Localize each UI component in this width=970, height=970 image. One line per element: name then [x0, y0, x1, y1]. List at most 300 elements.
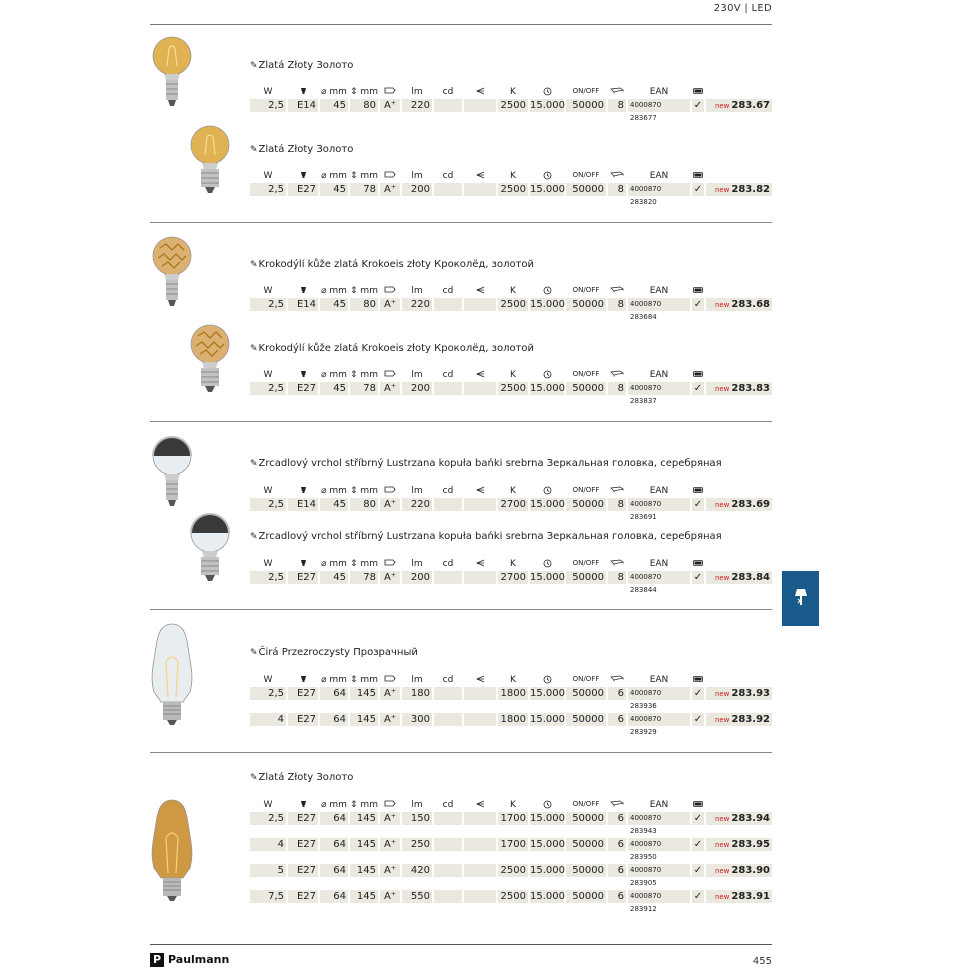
column-header-lm: lm — [411, 486, 423, 496]
cell-diam: 45 — [320, 99, 348, 112]
cell-cd — [434, 571, 462, 584]
cell-lm: 250 — [402, 838, 432, 851]
finish-icon: ✎ — [250, 61, 258, 71]
new-badge: new — [714, 690, 730, 698]
cell-lm: 220 — [402, 298, 432, 311]
column-header-w: W — [263, 675, 273, 685]
cell-dim: ✓ — [693, 688, 703, 699]
new-badge: new — [714, 102, 730, 110]
cell-dim: ✓ — [693, 813, 703, 824]
cell-k: 2500 — [498, 864, 528, 877]
product-description — [250, 531, 722, 542]
cell-ean: 4000870 283929 — [628, 713, 690, 726]
cell-life: 15.000 — [530, 299, 565, 310]
cell-diam: 45 — [320, 298, 348, 311]
cell-w: 4 — [250, 713, 286, 726]
lamp-section-tab[interactable] — [782, 571, 819, 626]
cell-lm: 300 — [402, 713, 432, 726]
cell-life: 15.000 — [530, 688, 565, 699]
new-badge: new — [714, 501, 730, 509]
cell-height: 145 — [350, 713, 378, 726]
column-header-height: ⇕ mm — [350, 87, 378, 97]
cell-diam: 45 — [320, 571, 348, 584]
beam-angle-icon — [464, 559, 496, 570]
bulb-shape-icon — [288, 800, 318, 811]
cell-cycles: 50000 — [566, 298, 606, 311]
lamp-tab-icon — [782, 571, 819, 626]
column-header-cd: cd — [442, 675, 454, 685]
product-description — [250, 60, 353, 71]
cell-k: 2500 — [498, 99, 528, 112]
cell-life: 15.000 — [530, 891, 565, 902]
column-header-cd: cd — [442, 286, 454, 296]
cell-diam: 64 — [320, 890, 348, 903]
cell-k: 1700 — [498, 812, 528, 825]
cell-diam: 64 — [320, 838, 348, 851]
packaging-icon — [608, 286, 626, 296]
article-number-text: 283.67 — [731, 100, 770, 111]
logo-mark: P — [150, 953, 164, 967]
cell-height: 145 — [350, 890, 378, 903]
cell-pack: 6 — [608, 838, 626, 851]
cell-pack: 6 — [608, 713, 626, 726]
cell-base: E27 — [288, 382, 318, 395]
cell-base: E27 — [288, 864, 318, 877]
cell-pack: 6 — [608, 687, 626, 700]
cell-cd — [434, 890, 462, 903]
new-badge: new — [714, 186, 730, 194]
lifetime-clock-icon — [530, 87, 564, 99]
dimmable-icon — [692, 171, 704, 181]
lifetime-clock-icon — [530, 171, 564, 183]
energy-class-icon — [380, 559, 400, 569]
finish-icon: ✎ — [250, 344, 258, 354]
column-header-cycles: ON/OFF — [572, 87, 600, 95]
product-description — [250, 647, 418, 658]
cell-beam — [464, 382, 496, 395]
product-description — [250, 343, 534, 354]
cell-lm: 220 — [402, 99, 432, 112]
lifetime-clock-icon — [530, 559, 564, 571]
cell-ean: 4000870 283820 — [628, 183, 690, 196]
cell-energy: A⁺ — [380, 812, 400, 825]
bulb-shape-icon — [288, 87, 318, 98]
column-header-w: W — [263, 559, 273, 569]
cell-w: 7,5 — [250, 890, 286, 903]
beam-angle-icon — [464, 87, 496, 98]
column-header-lm: lm — [411, 87, 423, 97]
article-number-text: 283.91 — [731, 891, 770, 902]
column-header-w: W — [263, 370, 273, 380]
description-text: Krokodýlí kůže zlatá Krokoeis złoty Кроколёд, золотой — [258, 259, 535, 270]
cell-w: 5 — [250, 864, 286, 877]
column-header-height: ⇕ mm — [350, 370, 378, 380]
beam-angle-icon — [464, 675, 496, 686]
cell-life: 15.000 — [530, 714, 565, 725]
footer-rule — [150, 944, 772, 945]
energy-class-icon — [380, 800, 400, 810]
cell-ean: 4000870 283936 — [628, 687, 690, 700]
cell-w: 4 — [250, 838, 286, 851]
description-text: Zrcadlový vrchol stříbrný Lustrzana kopuła bańki srebrna Зеркальная головка, серебряная — [258, 531, 722, 542]
beam-angle-icon — [464, 800, 496, 811]
packaging-icon — [608, 559, 626, 569]
cell-dim: ✓ — [693, 891, 703, 902]
column-header-lm: lm — [411, 559, 423, 569]
cell-height: 80 — [350, 99, 378, 112]
cell-cd — [434, 99, 462, 112]
column-header-diam: ⌀ mm — [321, 559, 347, 569]
cell-w: 2,5 — [250, 812, 286, 825]
beam-angle-icon — [464, 171, 496, 182]
cell-cycles: 50000 — [566, 99, 606, 112]
article-number-text: 283.83 — [731, 383, 770, 394]
product-description — [250, 772, 353, 783]
cell-beam — [464, 864, 496, 877]
column-header-cd: cd — [442, 87, 454, 97]
cell-height: 145 — [350, 687, 378, 700]
cell-dim: ✓ — [693, 184, 703, 195]
cell-beam — [464, 713, 496, 726]
energy-class-icon — [380, 370, 400, 380]
packaging-icon — [608, 675, 626, 685]
cell-dim: ✓ — [693, 865, 703, 876]
cell-diam: 64 — [320, 812, 348, 825]
column-header-k: K — [510, 559, 516, 569]
cell-base: E27 — [288, 183, 318, 196]
cell-cd — [434, 812, 462, 825]
cell-ean: 4000870 283844 — [628, 571, 690, 584]
column-header-lm: lm — [411, 286, 423, 296]
cell-energy: A⁺ — [380, 498, 400, 511]
packaging-icon — [608, 800, 626, 810]
column-header-diam: ⌀ mm — [321, 286, 347, 296]
article-number — [706, 812, 772, 825]
article-number-text: 283.92 — [731, 714, 770, 725]
cell-w: 2,5 — [250, 99, 286, 112]
dimmable-icon — [692, 87, 704, 97]
cell-cycles: 50000 — [566, 864, 606, 877]
cell-cd — [434, 838, 462, 851]
packaging-icon — [608, 87, 626, 97]
logo-text: Paulmann — [168, 953, 230, 966]
cell-life: 15.000 — [530, 383, 565, 394]
cell-life: 15.000 — [530, 865, 565, 876]
new-badge: new — [714, 716, 730, 724]
finish-icon: ✎ — [250, 648, 258, 658]
column-header-height: ⇕ mm — [350, 486, 378, 496]
section-divider — [150, 222, 772, 223]
article-number — [706, 713, 772, 726]
cell-height: 145 — [350, 838, 378, 851]
cell-k: 2500 — [498, 298, 528, 311]
cell-w: 2,5 — [250, 183, 286, 196]
column-header-diam: ⌀ mm — [321, 486, 347, 496]
cell-dim: ✓ — [693, 499, 703, 510]
cell-base: E27 — [288, 687, 318, 700]
column-header-k: K — [510, 486, 516, 496]
article-number-text: 283.93 — [731, 688, 770, 699]
article-number-text: 283.95 — [731, 839, 770, 850]
bulb-image — [150, 236, 194, 318]
cell-diam: 64 — [320, 713, 348, 726]
cell-height: 80 — [350, 298, 378, 311]
section-divider — [150, 752, 772, 753]
column-header-ean: EAN — [649, 486, 669, 496]
column-header-diam: ⌀ mm — [321, 675, 347, 685]
cell-life: 15.000 — [530, 813, 565, 824]
energy-class-icon — [380, 675, 400, 685]
article-number-text: 283.84 — [731, 572, 770, 583]
cell-cd — [434, 298, 462, 311]
lifetime-clock-icon — [530, 486, 564, 498]
beam-angle-icon — [464, 486, 496, 497]
column-header-cd: cd — [442, 370, 454, 380]
finish-icon: ✎ — [250, 260, 258, 270]
cell-beam — [464, 687, 496, 700]
cell-height: 80 — [350, 498, 378, 511]
article-number-text: 283.69 — [731, 499, 770, 510]
cell-k: 1700 — [498, 838, 528, 851]
column-header-lm: lm — [411, 800, 423, 810]
column-header-k: K — [510, 87, 516, 97]
cell-dim: ✓ — [693, 572, 703, 583]
bulb-shape-icon — [288, 171, 318, 182]
cell-ean: 4000870 283684 — [628, 298, 690, 311]
beam-angle-icon — [464, 286, 496, 297]
cell-ean: 4000870 283905 — [628, 864, 690, 877]
description-text: Zlatá Złoty Золото — [258, 772, 354, 783]
cell-cycles: 50000 — [566, 571, 606, 584]
cell-ean: 4000870 283950 — [628, 838, 690, 851]
article-number — [706, 498, 772, 511]
article-number — [706, 99, 772, 112]
dimmable-icon — [692, 370, 704, 380]
column-header-cd: cd — [442, 559, 454, 569]
cell-height: 145 — [350, 864, 378, 877]
cell-dim: ✓ — [693, 383, 703, 394]
column-header-height: ⇕ mm — [350, 286, 378, 296]
cell-lm: 220 — [402, 498, 432, 511]
cell-beam — [464, 812, 496, 825]
cell-life: 15.000 — [530, 184, 565, 195]
lifetime-clock-icon — [530, 286, 564, 298]
description-text: Čirá Przezroczysty Прозрачный — [258, 647, 418, 658]
cell-pack: 8 — [608, 99, 626, 112]
column-header-cycles: ON/OFF — [572, 171, 600, 179]
cell-cycles: 50000 — [566, 183, 606, 196]
cell-base: E27 — [288, 838, 318, 851]
cell-lm: 550 — [402, 890, 432, 903]
column-header-diam: ⌀ mm — [321, 171, 347, 181]
cell-cd — [434, 382, 462, 395]
cell-cycles: 50000 — [566, 382, 606, 395]
cell-pack: 8 — [608, 298, 626, 311]
cell-base: E14 — [288, 498, 318, 511]
cell-cycles: 50000 — [566, 890, 606, 903]
bulb-image — [188, 125, 232, 207]
cell-beam — [464, 498, 496, 511]
column-header-cycles: ON/OFF — [572, 559, 600, 567]
article-number — [706, 571, 772, 584]
column-header-cycles: ON/OFF — [572, 286, 600, 294]
cell-k: 1800 — [498, 713, 528, 726]
section-divider — [150, 421, 772, 422]
lifetime-clock-icon — [530, 800, 564, 812]
cell-pack: 6 — [608, 864, 626, 877]
cell-k: 2700 — [498, 571, 528, 584]
cell-base: E27 — [288, 571, 318, 584]
column-header-cd: cd — [442, 486, 454, 496]
cell-life: 15.000 — [530, 100, 565, 111]
column-header-k: K — [510, 675, 516, 685]
column-header-k: K — [510, 171, 516, 181]
cell-pack: 8 — [608, 382, 626, 395]
cell-pack: 8 — [608, 571, 626, 584]
cell-energy: A⁺ — [380, 890, 400, 903]
product-description — [250, 259, 534, 270]
dimmable-icon — [692, 675, 704, 685]
cell-life: 15.000 — [530, 839, 565, 850]
cell-k: 2500 — [498, 382, 528, 395]
energy-class-icon — [380, 286, 400, 296]
column-header-ean: EAN — [649, 559, 669, 569]
cell-life: 15.000 — [530, 572, 565, 583]
cell-base: E14 — [288, 99, 318, 112]
column-header-w: W — [263, 87, 273, 97]
cell-beam — [464, 99, 496, 112]
cell-energy: A⁺ — [380, 838, 400, 851]
article-number-text: 283.94 — [731, 813, 770, 824]
cell-energy: A⁺ — [380, 571, 400, 584]
packaging-icon — [608, 171, 626, 181]
bulb-image — [150, 436, 194, 518]
lifetime-clock-icon — [530, 675, 564, 687]
article-number-text: 283.90 — [731, 865, 770, 876]
cell-life: 15.000 — [530, 499, 565, 510]
energy-class-icon — [380, 87, 400, 97]
cell-cd — [434, 498, 462, 511]
cell-diam: 64 — [320, 687, 348, 700]
cell-lm: 200 — [402, 382, 432, 395]
dimmable-icon — [692, 559, 704, 569]
dimmable-icon — [692, 800, 704, 810]
cell-w: 2,5 — [250, 571, 286, 584]
column-header-cycles: ON/OFF — [572, 370, 600, 378]
cell-cycles: 50000 — [566, 713, 606, 726]
cell-cycles: 50000 — [566, 812, 606, 825]
article-number — [706, 687, 772, 700]
bulb-image — [150, 36, 194, 118]
dimmable-icon — [692, 486, 704, 496]
cell-beam — [464, 183, 496, 196]
new-badge: new — [714, 574, 730, 582]
article-number — [706, 382, 772, 395]
cell-energy: A⁺ — [380, 687, 400, 700]
column-header-w: W — [263, 171, 273, 181]
bulb-image — [188, 324, 232, 406]
cell-diam: 64 — [320, 864, 348, 877]
cell-dim: ✓ — [693, 299, 703, 310]
column-header-w: W — [263, 286, 273, 296]
description-text: Zlatá Złoty Золото — [258, 60, 354, 71]
bulb-shape-icon — [288, 559, 318, 570]
cell-energy: A⁺ — [380, 382, 400, 395]
cell-energy: A⁺ — [380, 864, 400, 877]
bulb-shape-icon — [288, 675, 318, 686]
column-header-w: W — [263, 486, 273, 496]
cell-diam: 45 — [320, 382, 348, 395]
column-header-cd: cd — [442, 800, 454, 810]
column-header-ean: EAN — [649, 87, 669, 97]
section-divider — [150, 609, 772, 610]
cell-lm: 180 — [402, 687, 432, 700]
cell-k: 1800 — [498, 687, 528, 700]
page-number: 455 — [752, 956, 772, 967]
column-header-height: ⇕ mm — [350, 171, 378, 181]
cell-height: 78 — [350, 382, 378, 395]
bulb-shape-icon — [288, 370, 318, 381]
new-badge: new — [714, 893, 730, 901]
cell-diam: 45 — [320, 498, 348, 511]
column-header-diam: ⌀ mm — [321, 800, 347, 810]
cell-dim: ✓ — [693, 839, 703, 850]
cell-beam — [464, 838, 496, 851]
article-number — [706, 864, 772, 877]
cell-pack: 8 — [608, 183, 626, 196]
cell-ean: 4000870 283837 — [628, 382, 690, 395]
column-header-diam: ⌀ mm — [321, 370, 347, 380]
cell-cd — [434, 864, 462, 877]
cell-cd — [434, 687, 462, 700]
product-description — [250, 144, 353, 155]
cell-lm: 200 — [402, 571, 432, 584]
lifetime-clock-icon — [530, 370, 564, 382]
cell-energy: A⁺ — [380, 99, 400, 112]
cell-height: 145 — [350, 812, 378, 825]
finish-icon: ✎ — [250, 145, 258, 155]
cell-pack: 6 — [608, 890, 626, 903]
dimmable-icon — [692, 286, 704, 296]
cell-w: 2,5 — [250, 687, 286, 700]
product-description — [250, 458, 722, 469]
article-number — [706, 183, 772, 196]
cell-cycles: 50000 — [566, 838, 606, 851]
finish-icon: ✎ — [250, 459, 258, 469]
cell-cd — [434, 183, 462, 196]
cell-ean: 4000870 283691 — [628, 498, 690, 511]
finish-icon: ✎ — [250, 773, 258, 783]
packaging-icon — [608, 370, 626, 380]
cell-lm: 420 — [402, 864, 432, 877]
article-number — [706, 298, 772, 311]
new-badge: new — [714, 815, 730, 823]
cell-height: 78 — [350, 571, 378, 584]
column-header-lm: lm — [411, 675, 423, 685]
column-header-height: ⇕ mm — [350, 800, 378, 810]
description-text: Zlatá Złoty Золото — [258, 144, 354, 155]
article-number-text: 283.68 — [731, 299, 770, 310]
column-header-k: K — [510, 286, 516, 296]
cell-base: E27 — [288, 890, 318, 903]
cell-w: 2,5 — [250, 498, 286, 511]
description-text: Zrcadlový vrchol stříbrný Lustrzana kopuła bańki srebrna Зеркальная головка, серебряная — [258, 458, 722, 469]
bulb-image — [148, 798, 196, 907]
column-header-ean: EAN — [649, 171, 669, 181]
packaging-icon — [608, 486, 626, 496]
cell-cycles: 50000 — [566, 498, 606, 511]
column-header-k: K — [510, 800, 516, 810]
